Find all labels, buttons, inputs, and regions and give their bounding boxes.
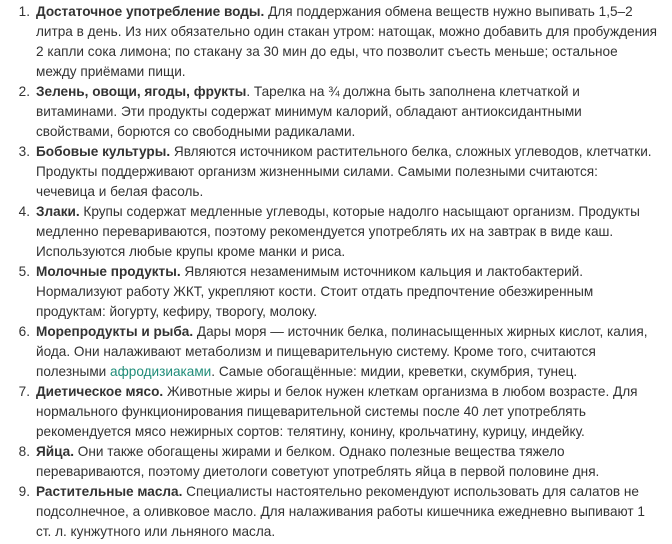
item-title: Бобовые культуры. xyxy=(36,144,171,159)
item-text: Для поддержания обмена веществ нужно выпивать 1,5–2 литра в день. Из них обязательно один стакан утром: натощак, можно добавить для пробуждения 2 капли сока лимона; по стакану за 30 мин до еды, что позволит съесть меньше; остальное между приёмами пищи. xyxy=(36,4,658,79)
list-item-seafood xyxy=(0,322,658,382)
item-content xyxy=(36,442,658,482)
item-text: . Тарелка на ¾ должна быть заполнена клетчаткой и витаминами. Эти продукты содержат минимум калорий, обладают антиоксидантными свойствами, борются со свободными радикалами. xyxy=(36,84,582,139)
item-content xyxy=(36,482,658,542)
item-title: Диетическое мясо. xyxy=(36,384,164,399)
item-title: Зелень, овощи, ягоды, фрукты xyxy=(36,84,247,99)
list-item-grains xyxy=(0,202,658,262)
item-content xyxy=(36,382,658,442)
item-number: 1. xyxy=(18,4,30,19)
item-content xyxy=(36,82,658,142)
item-number: 7. xyxy=(18,384,30,399)
item-content xyxy=(36,262,658,322)
item-content xyxy=(36,322,658,382)
list-item-meat xyxy=(0,382,658,442)
item-content xyxy=(36,142,658,202)
item-title: Яйца. xyxy=(36,444,74,459)
item-number: 2. xyxy=(18,84,30,99)
item-number: 9. xyxy=(18,484,30,499)
item-number: 3. xyxy=(18,144,30,159)
aphrodisiacs-link[interactable]: афродизиаками xyxy=(110,364,212,379)
item-number: 8. xyxy=(18,444,30,459)
item-text: . Самые обогащённые: мидии, креветки, скумбрия, тунец. xyxy=(211,364,578,379)
item-text: Животные жиры и белок нужен клеткам организма в любом возрасте. Для нормального функционирования пищеварительной системы после 40 лет употреблять рекомендуется мясо нежирных сортов: телятину, конину, крольчатину, курицу, индейку. xyxy=(36,384,638,439)
item-text: Они также обогащены жирами и белком. Однако полезные вещества тяжело перевариваются, поэтому диетологи советуют употреблять яйца в первой половине дня. xyxy=(36,444,600,479)
list-item-water xyxy=(0,2,658,82)
item-title: Злаки. xyxy=(36,204,80,219)
item-content xyxy=(36,2,658,82)
list-item-eggs xyxy=(0,442,658,482)
item-text: Крупы содержат медленные углеводы, которые надолго насыщают организм. Продукты медленно перевариваются, поэтому рекомендуется употреблять их на завтрак в виде каш. Используются любые крупы кроме манки и риса. xyxy=(36,204,640,259)
item-content xyxy=(36,202,658,262)
item-title: Растительные масла. xyxy=(36,484,183,499)
item-number: 6. xyxy=(18,324,30,339)
item-text: Являются источником растительного белка, сложных углеводов, клетчатки. Продукты поддерживают организм жизненными силами. Самыми полезными считаются: чечевица и белая фасоль. xyxy=(36,144,652,199)
item-title: Молочные продукты. xyxy=(36,264,181,279)
list-item-legumes xyxy=(0,142,658,202)
item-text: Являются незаменимым источником кальция и лактобактерий. Нормализуют работу ЖКТ, укрепляют кости. Стоит отдать предпочтение обезжиренным продуктам: йогурту, кефиру, творогу, молоку. xyxy=(36,264,594,319)
item-text: Дары моря — источник белка, полинасыщенных жирных кислот, калия, йода. Они налаживают метаболизм и пищеварительную систему. Кроме того, считаются полезными xyxy=(36,324,648,379)
list-item-oils xyxy=(0,482,658,542)
item-number: 4. xyxy=(18,204,30,219)
list-item-greens xyxy=(0,82,658,142)
item-number: 5. xyxy=(18,264,30,279)
item-title: Морепродукты и рыба. xyxy=(36,324,194,339)
item-title: Достаточное употребление воды. xyxy=(36,4,265,19)
item-text: Специалисты настоятельно рекомендуют использовать для салатов не подсолнечное, а оливковое масло. Для налаживания работы кишечника ежедневно выпивают 1 ст. л. кунжутного или льняного масла. xyxy=(36,484,645,539)
list-item-dairy xyxy=(0,262,658,322)
